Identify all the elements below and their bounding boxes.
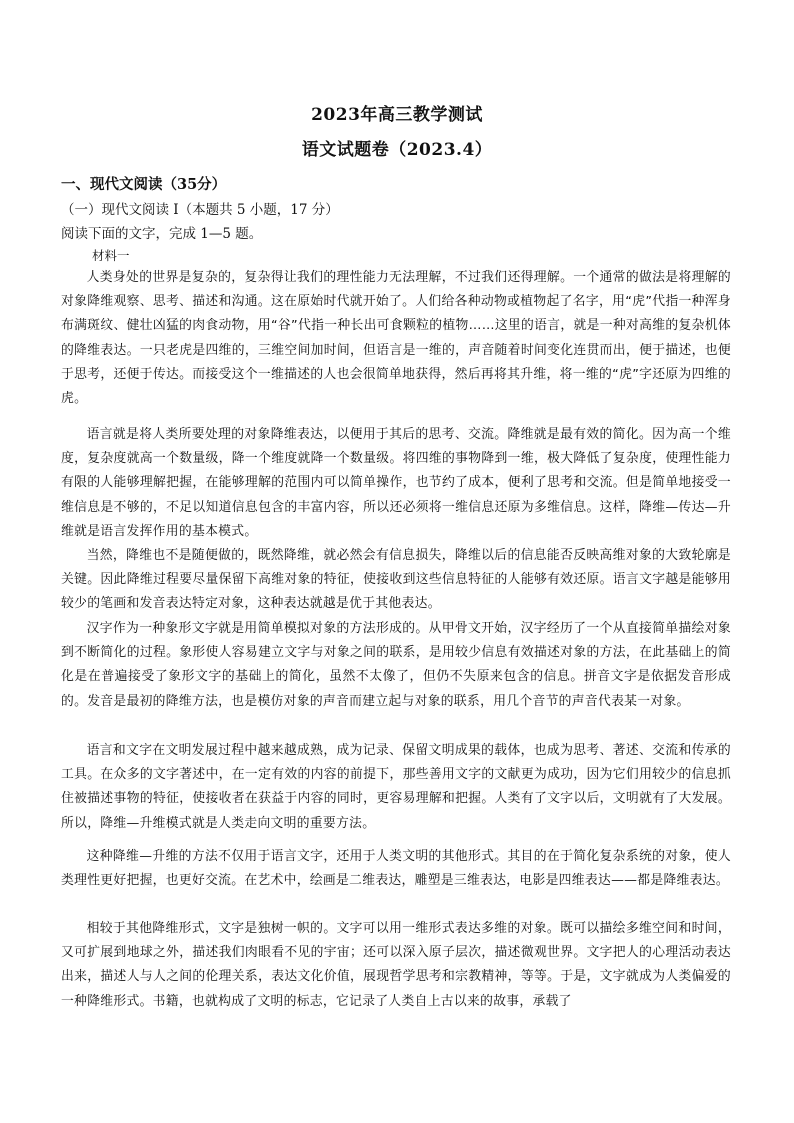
paragraph-4: 汉字作为一种象形文字就是用简单模拟对象的方法形成的。从甲骨文开始，汉字经历了一个从直接简单描绘对象到不断简化的过程。象形使人容易建立文字与对象之间的联系，是用较少信息有效描述对象的方法，在此基础上的简化是在普遍接受了象形文字的基础上的简化，虽然不太像了，但仍不失原来包含的信息。拼音文字是依据发音形成的。发音是最初的降维方法，也是模仿对象的声音而建立起与对象的联系，用几个音节的声音代表某一对象。 — [61, 621, 731, 709]
section-heading: 一、现代文阅读（35分） — [61, 176, 227, 193]
paper-title: 语文试题卷（2023.4） — [301, 140, 493, 160]
subsection-heading: （一）现代文阅读 I（本题共 5 小题，17 分） — [61, 202, 339, 218]
exam-title: 2023年高三教学测试 — [311, 105, 483, 125]
paragraph-7: 相较于其他降维形式，文字是独树一帜的。文字可以用一维形式表达多维的对象。既可以描绘多维空间和时间，又可扩展到地球之外，描述我们肉眼看不见的宇宙；还可以深入原子层次，描述微观世界。文字把人的心理活动表达出来，描述人与人之间的伦理关系，表达文化价值，展现哲学思考和宗教精神，等等。于是，文字就成为人类偏爱的一种降维形式。书籍，也就构成了文明的标志，它记录了人类自上古以来的故事，承载了 — [61, 921, 731, 1009]
paragraph-5: 语言和文字在文明发展过程中越来越成熟，成为记录、保留文明成果的载体，也成为思考、著述、交流和传承的工具。在众多的文字著述中，在一定有效的内容的前提下，那些善用文字的文献更为成功，因为它们用较少的信息抓住被描述事物的特征，使接收者在获益于内容的同时，更容易理解和把握。人类有了文字以后，文明就有了大发展。所以，降维—升维模式就是人类走向文明的重要方法。 — [61, 743, 731, 831]
paragraph-3: 当然，降维也不是随便做的，既然降维，就必然会有信息损失，降维以后的信息能否反映高维对象的大致轮廓是关键。因此降维过程要尽量保留下高维对象的特征，使接收到这些信息特征的人能够有效还原。语言文字越是能够用较少的笔画和发音表达特定对象，这种表达就越是优于其他表达。 — [61, 548, 731, 612]
reading-instruction: 阅读下面的文字，完成 1—5 题。 — [61, 226, 263, 242]
paragraph-2: 语言就是将人类所要处理的对象降维表达，以便用于其后的思考、交流。降维就是最有效的简化。因为高一个维度，复杂度就高一个数量级，降一个维度就降一个数量级。将四维的事物降到一维，极大降低了复杂度，使理性能力有限的人能够理解把握，在能够理解的范围内可以简单操作，也节约了成本，便利了思考和交流。但是简单地接受一维信息是不够的，不足以知道信息包含的丰富内容，所以还必须将一维信息还原为多维信息。这样，降维—传达—升维就是语言发挥作用的基本模式。 — [61, 427, 731, 539]
paragraph-6: 这种降维—升维的方法不仅用于语言文字，还用于人类文明的其他形式。其目的在于简化复杂系统的对象，使人类理性更好把握，也更好交流。在艺术中，绘画是二维表达，雕塑是三维表达，电影是四维表达——都是降维表达。 — [61, 849, 731, 889]
material-label: 材料一 — [92, 248, 130, 263]
paragraph-1: 人类身处的世界是复杂的，复杂得让我们的理性能力无法理解，不过我们还得理解。一个通常的做法是将理解的对象降维观察、思考、描述和沟通。这在原始时代就开始了。人们给各种动物或植物起了名字，用“虎”代指一种浑身布满斑纹、健壮凶猛的肉食动物，用“谷”代指一种长出可食颗粒的植物……这里的语言，就是一种对高维的复杂机体的降维表达。一只老虎是四维的，三维空间加时间，但语言是一维的，声音随着时间变化连贯而出，便于描述，也便于思考，还便于传达。而接受这个一维描述的人也会很简单地获得，然后再将其升维，将一维的“虎”字还原为四维的虎。 — [61, 270, 731, 407]
